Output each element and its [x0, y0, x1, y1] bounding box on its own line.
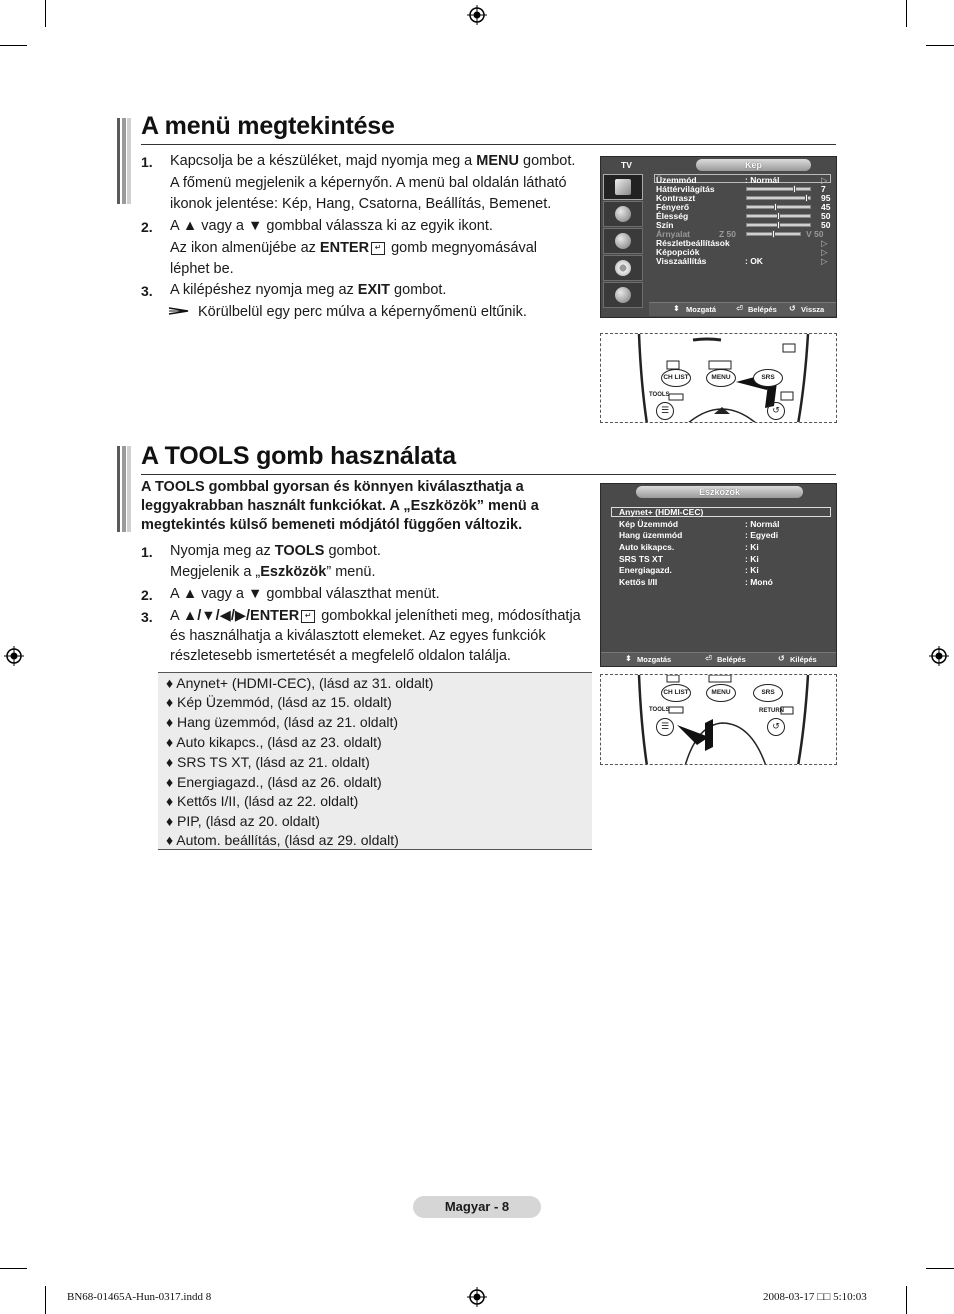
- picture-icon[interactable]: [603, 174, 643, 200]
- tools-row-label[interactable]: Kettős I/II: [619, 577, 658, 587]
- menu-row-label[interactable]: Képopciók: [656, 247, 700, 257]
- menu-row-value: 45: [821, 202, 831, 212]
- step-number: 1.: [141, 544, 153, 560]
- arrow-right-icon: ▷: [821, 256, 828, 266]
- tools-row-label[interactable]: SRS TS XT: [619, 554, 663, 564]
- note-text: Körülbelül egy perc múlva a képernyőmenü eltűnik.: [198, 304, 527, 320]
- return-button[interactable]: ↺: [767, 718, 785, 736]
- list-item: ♦ Hang üzemmód, (lásd az 21. oldalt): [166, 714, 399, 730]
- slider-knob: [774, 203, 777, 211]
- print-timestamp: 2008-03-17 □□ 5:10:03: [763, 1291, 867, 1303]
- step-text: A ▲/▼/◀/▶/ENTER ↵ gombokkal jelenítheti meg, módosíthatja és használhatja a kiválasztott elemeket. Az egyes funkciók részletesebb ismertetését a megfelelő oldalon találja.: [170, 608, 581, 664]
- setting-slider[interactable]: [746, 196, 811, 200]
- menu-row-label[interactable]: Szín: [656, 220, 674, 230]
- tools-button[interactable]: ☰: [656, 402, 674, 420]
- setup-icon[interactable]: [603, 255, 643, 281]
- registration-mark-icon: [929, 646, 949, 666]
- tools-menu-screen: [600, 483, 837, 667]
- menu-row-value: 50: [821, 220, 831, 230]
- step-number: 3.: [141, 283, 153, 299]
- step-text: A ▲ vagy a ▼ gombbal választhat menüt.: [170, 586, 440, 602]
- slider-knob: [772, 230, 775, 238]
- enter-icon: ⏎: [705, 654, 712, 663]
- move-icon: ⬍: [625, 654, 632, 663]
- slider-knob: [805, 194, 808, 202]
- step-text: Nyomja meg az TOOLS gombot.: [170, 543, 381, 559]
- move-icon: ⬍: [673, 304, 680, 313]
- sound-icon[interactable]: [603, 201, 643, 227]
- tools-row-value: : Ki: [745, 554, 759, 564]
- step-text: A kilépéshez nyomja meg az EXIT gombot.: [170, 282, 447, 298]
- footer-move: Mozgatá: [686, 305, 716, 314]
- menu-footer: [649, 302, 836, 316]
- step-number: 2.: [141, 219, 153, 235]
- crop-mark: [906, 1286, 907, 1314]
- menu-row-value: 7: [821, 184, 826, 194]
- list-item: ♦ Anynet+ (HDMI-CEC), (lásd az 31. oldalt): [166, 675, 434, 691]
- menu-row-value: V 50: [806, 229, 824, 239]
- slider-knob: [777, 221, 780, 229]
- srs-button[interactable]: SRS: [753, 684, 783, 702]
- return-label: RETURN: [759, 708, 784, 714]
- step-number: 1.: [141, 154, 153, 170]
- tools-row-value: : Egyedi: [745, 530, 779, 540]
- setting-slider[interactable]: [746, 187, 811, 191]
- file-info: BN68-01465A-Hun-0317.indd 8: [67, 1291, 212, 1303]
- page-number-label: Magyar - 8: [413, 1196, 541, 1218]
- tools-menu-title: Eszközök: [636, 486, 803, 498]
- return-icon: ↺: [778, 654, 785, 663]
- remote-illustration: [600, 674, 837, 765]
- slider-knob: [777, 212, 780, 220]
- crop-mark: [0, 45, 27, 46]
- ch-list-button[interactable]: CH LIST: [661, 684, 691, 702]
- list-item: ♦ Auto kikapcs., (lásd az 23. oldalt): [166, 734, 382, 750]
- tools-row-value: : Normál: [745, 519, 780, 529]
- remote-illustration: [600, 333, 837, 423]
- menu-row-value: : Normál: [745, 175, 780, 185]
- reference-list: [158, 672, 592, 850]
- crop-mark: [926, 45, 954, 46]
- menu-button[interactable]: MENU: [706, 684, 736, 702]
- srs-button[interactable]: SRS: [753, 369, 783, 387]
- arrow-right-icon: ▷: [821, 238, 828, 248]
- crop-mark: [926, 1268, 954, 1269]
- menu-row-label[interactable]: Fényerő: [656, 202, 690, 212]
- footer-exit: Kilépés: [790, 655, 817, 664]
- menu-row-value: : OK: [745, 256, 763, 266]
- setting-slider[interactable]: [746, 205, 811, 209]
- tools-row-label[interactable]: Kép Üzemmód: [619, 519, 679, 529]
- registration-mark-icon: [4, 646, 24, 666]
- menu-row-label[interactable]: Visszaállítás: [656, 256, 707, 266]
- section-rule: [141, 144, 836, 145]
- menu-row-value: Z 50: [719, 229, 737, 239]
- step-text: Megjelenik a „Eszközök” menü.: [170, 564, 376, 580]
- crop-mark: [906, 0, 907, 27]
- enter-icon: ⏎: [736, 304, 743, 313]
- menu-row-label[interactable]: Kontraszt: [656, 193, 696, 203]
- list-item: ♦ Kettős I/II, (lásd az 22. oldalt): [166, 793, 359, 809]
- crop-mark: [45, 1286, 46, 1314]
- tools-row-value: : Ki: [745, 565, 759, 575]
- section-rule: [141, 474, 836, 475]
- menu-row-label[interactable]: Részletbeállítások: [656, 238, 730, 248]
- menu-button[interactable]: MENU: [706, 369, 736, 387]
- footer-enter: Belépés: [748, 305, 777, 314]
- list-item: ♦ Kép Üzemmód, (lásd az 15. oldalt): [166, 694, 392, 710]
- crop-mark: [45, 0, 46, 27]
- ch-list-button[interactable]: CH LIST: [661, 369, 691, 387]
- list-item: ♦ Energiagazd., (lásd az 26. oldalt): [166, 774, 382, 790]
- section-marker: [117, 446, 131, 532]
- tools-label: TOOLS: [649, 392, 670, 398]
- tools-row-label[interactable]: Auto kikapcs.: [619, 542, 675, 552]
- arrow-right-icon: ▷: [821, 175, 828, 185]
- crop-mark: [0, 1268, 27, 1269]
- list-item: ♦ SRS TS XT, (lásd az 21. oldalt): [166, 754, 370, 770]
- tv-menu-screen: [600, 156, 837, 318]
- input-icon[interactable]: [603, 282, 643, 308]
- section-marker: [117, 118, 131, 204]
- return-button[interactable]: ↺: [767, 402, 785, 420]
- menu-row-value: 95: [821, 193, 831, 203]
- registration-mark-icon: [467, 5, 487, 25]
- footer-back: Vissza: [801, 305, 825, 314]
- enter-icon: ↵: [371, 242, 385, 255]
- list-item: ♦ Autom. beállítás, (lásd az 29. oldalt): [166, 832, 399, 848]
- section-title: A TOOLS gomb használata: [141, 442, 456, 470]
- registration-mark-icon: [467, 1287, 487, 1307]
- menu-tab-title: Kép: [696, 159, 811, 171]
- menu-row-label[interactable]: Élesség: [656, 211, 689, 221]
- step-text: A főmenü megjelenik a képernyőn. A menü bal oldalán látható ikonok jelentése: Kép, Hang, Csatorna, Beállítás, Bemenet.: [170, 175, 567, 212]
- menu-row-label[interactable]: Üzemmód: [656, 175, 697, 185]
- tools-label: TOOLS: [649, 707, 670, 713]
- channel-icon[interactable]: [603, 228, 643, 254]
- menu-footer: [601, 652, 836, 666]
- note-arrow-icon: [168, 305, 190, 317]
- step-text: Az ikon almenüjébe az ENTER ↵ gomb megnyomásával léphet be.: [170, 240, 537, 277]
- slider-knob: [793, 185, 796, 193]
- list-item: ♦ PIP, (lásd az 20. oldalt): [166, 813, 320, 829]
- tools-row-label[interactable]: Hang üzemmód: [619, 530, 683, 540]
- return-icon: ↺: [789, 304, 796, 313]
- step-number: 3.: [141, 609, 153, 625]
- tools-row-label[interactable]: Anynet+ (HDMI-CEC): [619, 507, 704, 517]
- footer-enter: Belépés: [717, 655, 746, 664]
- footer-move: Mozgatás: [637, 655, 672, 664]
- arrow-right-icon: ▷: [821, 247, 828, 257]
- section-title: A menü megtekintése: [141, 112, 395, 140]
- step-text: A ▲ vagy a ▼ gombbal válassza ki az egyik ikont.: [170, 218, 493, 234]
- menu-row-label[interactable]: Árnyalat: [656, 229, 691, 239]
- tools-row-value: : Monó: [745, 577, 773, 587]
- intro-text: A TOOLS gombbal gyorsan és könnyen kiválaszthatja a leggyakrabban használt funkciókat. A „Eszközök” menü a megtekintés külső bemeneti módjától függően változik.: [141, 479, 539, 533]
- menu-row-value: 50: [821, 211, 831, 221]
- menu-row-label[interactable]: Háttérvilágítás: [656, 184, 715, 194]
- tools-row-label[interactable]: Energiagazd.: [619, 565, 672, 575]
- tools-button[interactable]: ☰: [656, 718, 674, 736]
- tools-row-value: : Ki: [745, 542, 759, 552]
- step-number: 2.: [141, 587, 153, 603]
- enter-icon: ↵: [301, 610, 315, 623]
- step-text: Kapcsolja be a készüléket, majd nyomja meg a MENU gombot.: [170, 153, 576, 169]
- menu-tv-label: TV: [621, 160, 632, 170]
